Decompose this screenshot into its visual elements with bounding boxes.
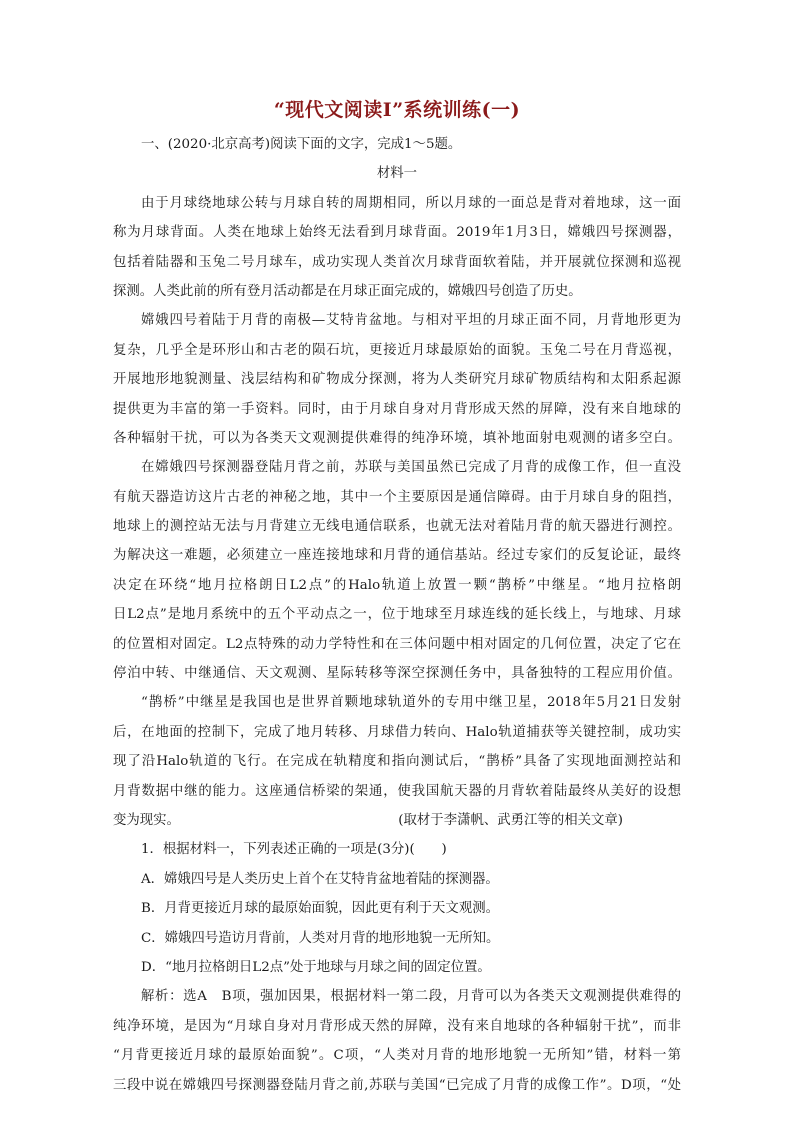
text-line: 现了沿Halo轨道的飞行。在完成在轨精度和指向测试后，“鹊桥”具备了实现地面测控站和: [113, 754, 681, 770]
text-line: 开展地形地貌测量、浅层结构和矿物成分探测，将为人类研究月球矿物质结构和太阳系起源: [113, 372, 681, 388]
paragraph-2: [113, 306, 681, 453]
option-a: A．嫦娥四号是人类历史上首个在艾特肯盆地着陆的探测器。: [141, 871, 499, 887]
text-line: 日L2点”是地月系统中的五个平动点之一，位于地球至月球连线的延长线上，与地球、月球: [113, 607, 681, 623]
text-line: 有航天器造访这片古老的神秘之地，其中一个主要原因是通信障碍。由于月球自身的阻挡，: [113, 489, 681, 505]
document-content: [113, 130, 681, 1100]
analysis: [113, 982, 681, 1100]
text-line: 在嫦娥四号探测器登陆月背之前，苏联与美国虽然已完成了月背的成像工作，但一直没: [141, 460, 681, 476]
text-line: 停泊中转、中继通信、天文观测、星际转移等深空探测任务中，具备独特的工程应用价值。: [113, 666, 681, 682]
text-line: 称为月球背面。人类在地球上始终无法看到月球背面。2019年1月3日，嫦娥四号探测器，: [113, 225, 681, 241]
page-title: “现代文阅读Ⅰ”系统训练(一): [273, 99, 521, 121]
analysis-line: “月背更接近月球的最原始面貌”。C项，“人类对月背的地形地貌一无所知”错，材料一第: [113, 1048, 681, 1064]
analysis-line: 纯净环境，是因为“月球自身对月背形成天然的屏障，没有来自地球的各种辐射干扰”，而非: [113, 1018, 681, 1034]
option-c: C．嫦娥四号造访月背前，人类对月背的地形地貌一无所知。: [141, 930, 500, 946]
question-stem: 1．根据材料一，下列表述正确的一项是(3分)( ): [141, 842, 447, 858]
text-line: 包括着陆器和玉兔二号月球车，成功实现人类首次月球背面软着陆，并开展就位探测和巡视: [113, 254, 681, 270]
text-line: 决定在环绕“地月拉格朗日L2点”的Halo轨道上放置一颗“鹊桥”中继星。“地月拉格朗: [113, 577, 681, 593]
option-b: B．月背更接近月球的最原始面貌，因此更有利于天文观测。: [141, 901, 499, 917]
question-intro: 一、(2020·北京高考)阅读下面的文字，完成1～5题。: [141, 137, 462, 152]
option-d: D．“地月拉格朗日L2点”处于地球与月球之间的固定位置。: [141, 959, 491, 975]
text-line: [113, 806, 681, 835]
text-line: 月背数据中继的能力。这座通信桥梁的架通，使我国航天器的月背软着陆最终从美好的设想: [113, 783, 681, 799]
text-line: 复杂，几乎全是环形山和古老的陨石坑，更接近月球最原始的面貌。玉兔二号在月背巡视，: [113, 342, 681, 358]
text-line: 为解决这一难题，必须建立一座连接地球和月背的通信基站。经过专家们的反复论证，最终: [113, 548, 681, 564]
paragraph-3: [113, 453, 681, 688]
text-line: 各种辐射干扰，可以为各类天文观测提供难得的纯净环境，填补地面射电观测的诸多空白。: [113, 430, 681, 446]
text-line: 由于月球绕地球公转与月球自转的周期相同，所以月球的一面总是背对着地球，这一面: [141, 195, 681, 211]
analysis-line: 三段中说在嫦娥四号探测器登陆月背之前,苏联与美国“已完成了月背的成像工作”。D项，“处: [113, 1077, 681, 1093]
text-line: 地球上的测控站无法与月背建立无线电通信联系，也就无法对着陆月背的航天器进行测控。: [113, 519, 681, 535]
paragraph-4: [113, 688, 681, 835]
text-line: “鹊桥”中继星是我国也是世界首颗地球轨道外的专用中继卫星，2018年5月21日发射: [141, 695, 681, 711]
question-1: [113, 835, 681, 982]
text-line: 的位置相对固定。L2点特殊的动力学特性和在三体问题中相对固定的几何位置，决定了它在: [113, 636, 681, 652]
last-line-text: 变为现实。: [113, 812, 180, 828]
text-line: 探测。人类此前的所有登月活动都是在月球正面完成的，嫦娥四号创造了历史。: [113, 283, 582, 299]
material-heading: 材料一: [376, 166, 418, 182]
text-line: 嫦娥四号着陆于月背的南极—艾特肯盆地。与相对平坦的月球正面不同，月背地形更为: [141, 313, 681, 329]
paragraph-1: [113, 189, 681, 307]
text-line: 提供更为丰富的第一手资料。同时，由于月球自身对月背形成天然的屏障，没有来自地球的: [113, 401, 681, 417]
analysis-line: 解析：选A B项，强加因果，根据材料一第二段，月背可以为各类天文观测提供难得的: [141, 989, 681, 1005]
source-citation: (取材于李潇帆、武勇江等的相关文章): [398, 812, 623, 828]
text-line: 后，在地面的控制下，完成了地月转移、月球借力转向、Halo轨道捕获等关键控制，成功实: [113, 724, 681, 740]
